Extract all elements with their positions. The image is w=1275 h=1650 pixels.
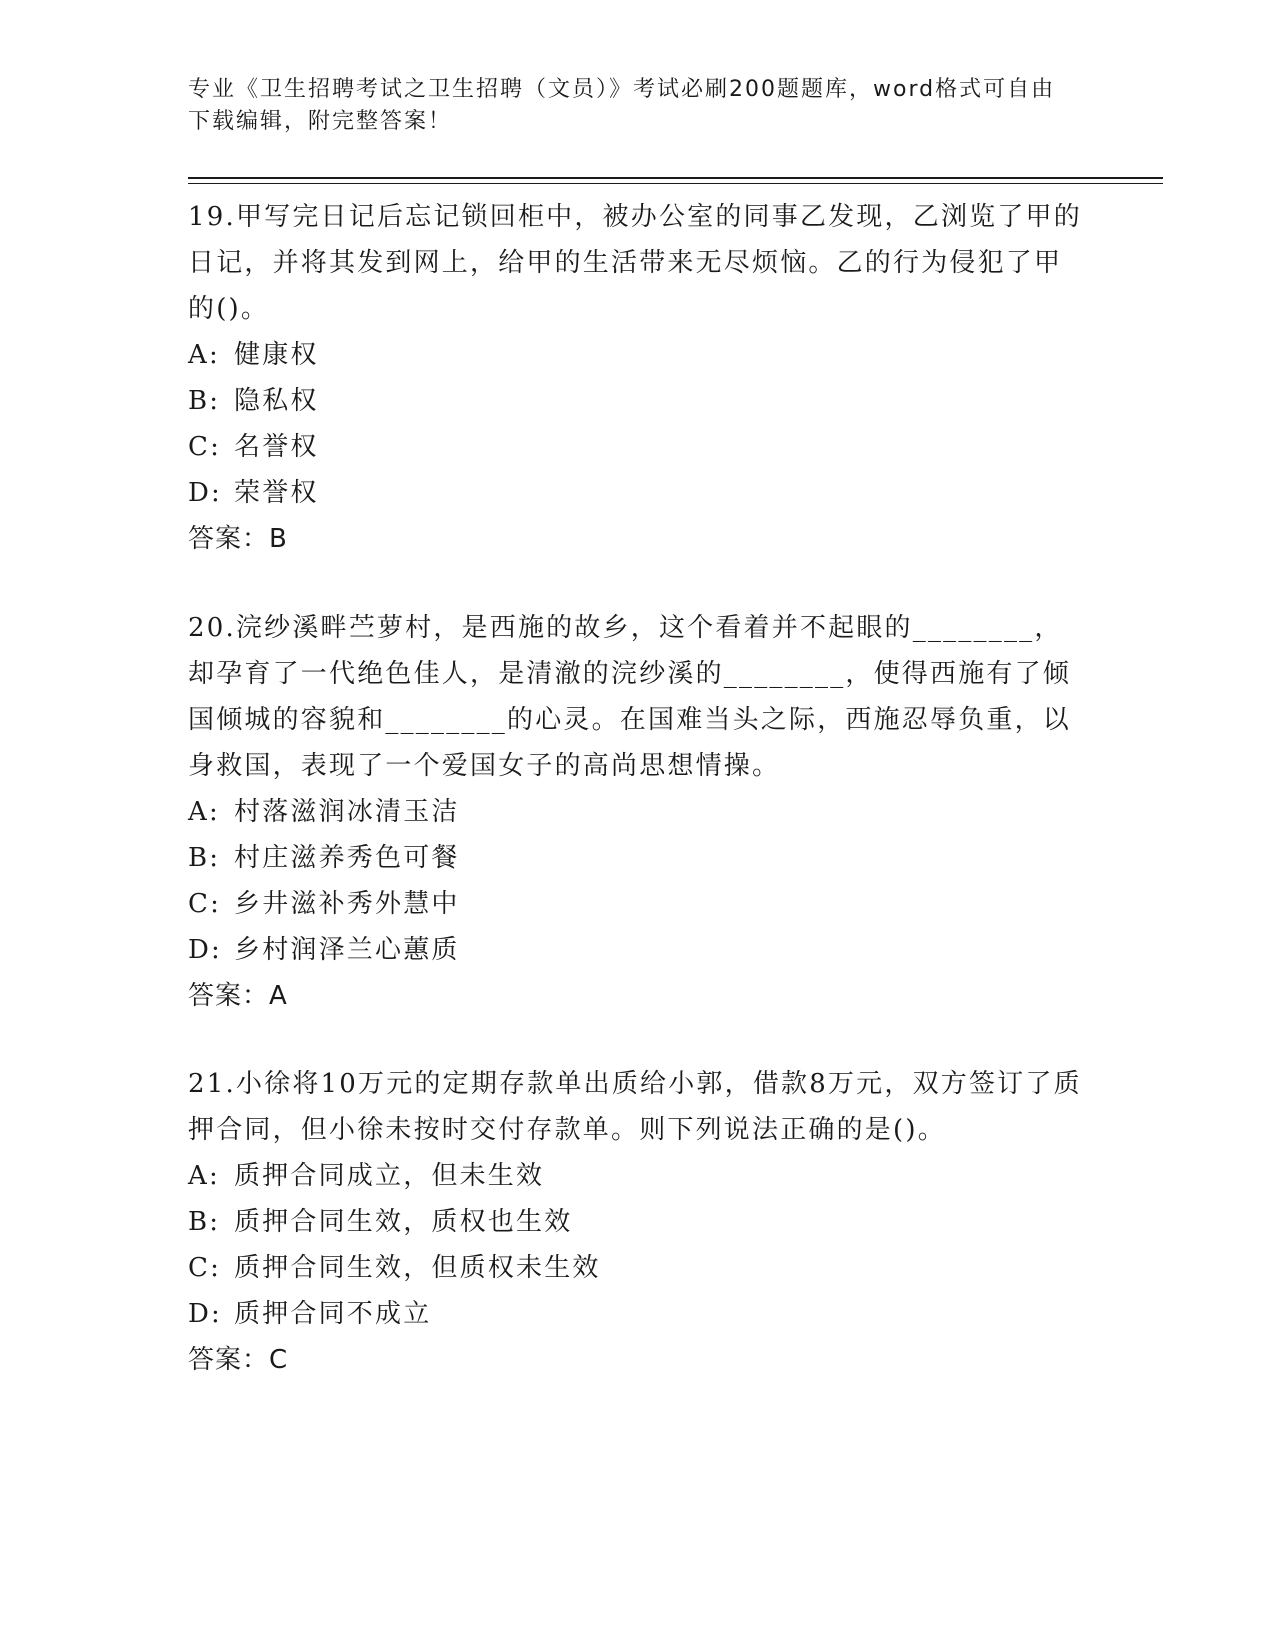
- option-d: [188, 1291, 1088, 1337]
- option-text: 乡井滋补秀外慧中: [234, 889, 460, 919]
- question-stem: 21.小徐将10万元的定期存款单出质给小郭，借款8万元，双方签订了质押合同，但小徐未按时交付存款单。则下列说法正确的是()。: [188, 1069, 1082, 1145]
- answer-line: 答案：C: [188, 1345, 289, 1375]
- option-key: B:: [188, 386, 221, 416]
- option-key: D:: [188, 1299, 223, 1329]
- option-key: A:: [188, 797, 220, 827]
- option-a: [188, 1153, 1088, 1199]
- option-d: [188, 927, 1088, 973]
- answer-line: 答案：A: [188, 981, 288, 1011]
- option-c: [188, 424, 1088, 470]
- question-stem: 20.浣纱溪畔苎萝村，是西施的故乡，这个看着并不起眼的________，却孕育了一代绝色佳人，是清澈的浣纱溪的________，使得西施有了倾国倾城的容貌和________的心灵。在国难当头之际，西施忍辱负重，以身救国，表现了一个爱国女子的高尚思想情操。: [188, 613, 1072, 781]
- option-key: D:: [188, 935, 223, 965]
- option-text: 质押合同不成立: [234, 1299, 432, 1329]
- option-text: 质押合同生效，但质权未生效: [234, 1253, 601, 1283]
- option-key: A:: [188, 1161, 220, 1191]
- option-a: [188, 332, 1088, 378]
- header-divider-thin: [188, 183, 1163, 184]
- option-key: A:: [188, 340, 220, 370]
- option-text: 质押合同生效，质权也生效: [234, 1207, 573, 1237]
- option-key: C:: [188, 889, 222, 919]
- option-text: 荣誉权: [234, 478, 319, 508]
- option-b: [188, 835, 1088, 881]
- question-19: [188, 194, 1088, 562]
- option-text: 村庄滋养秀色可餐: [234, 843, 460, 873]
- option-text: 健康权: [234, 340, 319, 370]
- option-text: 名誉权: [234, 432, 319, 462]
- question-stem: 19.甲写完日记后忘记锁回柜中，被办公室的同事乙发现，乙浏览了甲的日记，并将其发到网上，给甲的生活带来无尽烦恼。乙的行为侵犯了甲的()。: [188, 202, 1082, 324]
- option-key: D:: [188, 478, 223, 508]
- option-c: [188, 1245, 1088, 1291]
- option-text: 村落滋润冰清玉洁: [234, 797, 460, 827]
- document-header-note: 专业《卫生招聘考试之卫生招聘（文员）》考试必刷200题题库，word格式可自由下载编辑，附完整答案！: [188, 77, 1056, 134]
- option-key: C:: [188, 1253, 222, 1283]
- header-divider-thick: [188, 177, 1163, 179]
- option-d: [188, 470, 1088, 516]
- option-b: [188, 1199, 1088, 1245]
- option-key: B:: [188, 843, 221, 873]
- question-20: [188, 605, 1088, 1019]
- answer-line: 答案：B: [188, 524, 288, 554]
- option-b: [188, 378, 1088, 424]
- option-text: 质押合同成立，但未生效: [234, 1161, 545, 1191]
- option-text: 隐私权: [234, 386, 319, 416]
- option-c: [188, 881, 1088, 927]
- option-key: C:: [188, 432, 222, 462]
- option-text: 乡村润泽兰心蕙质: [234, 935, 460, 965]
- question-21: [188, 1061, 1088, 1383]
- option-a: [188, 789, 1088, 835]
- option-key: B:: [188, 1207, 221, 1237]
